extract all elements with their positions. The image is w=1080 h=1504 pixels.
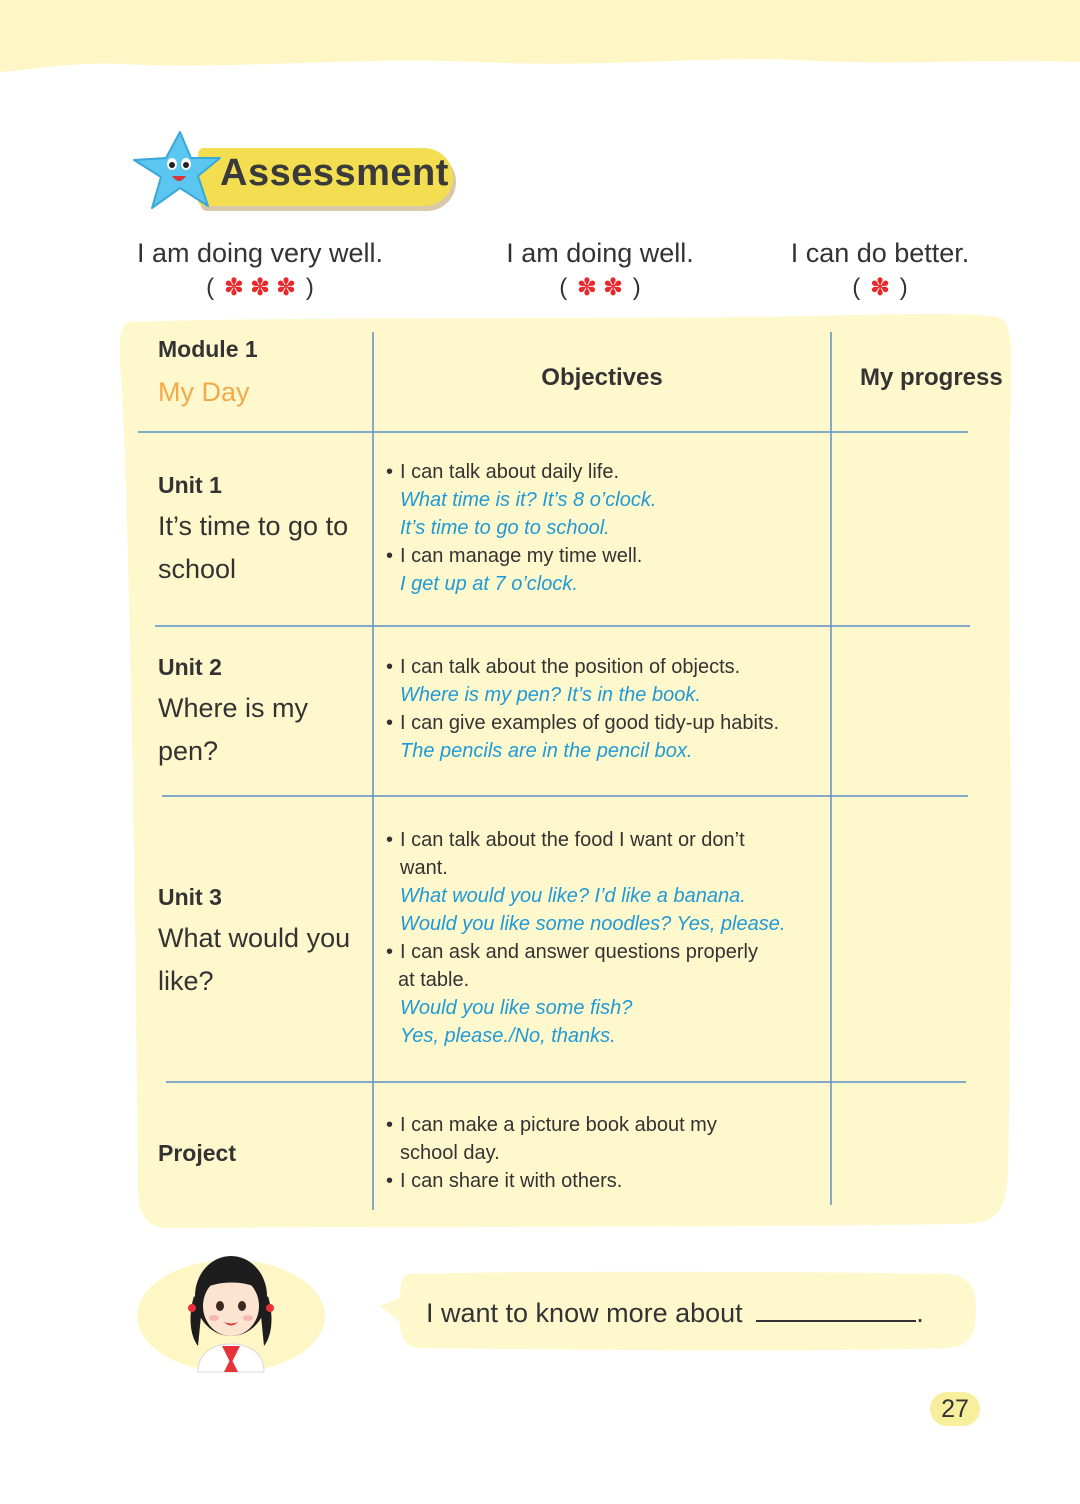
objective-continuation: school day. [400, 1142, 500, 1164]
flower-icon: ✽ [869, 274, 891, 301]
paren-close: ) [632, 274, 641, 301]
objectives-header: Objectives [541, 364, 663, 391]
prompt-text: I want to know more about [426, 1298, 743, 1328]
unit-label: Unit 3 [158, 884, 222, 910]
unit-1-cell [158, 472, 373, 591]
flower-icon: ✽ [223, 274, 244, 301]
unit-title-line: It’s time to go to [158, 511, 349, 541]
legend-label: I am doing very well. [136, 238, 384, 268]
objective-bullet: • I can make a picture book about my [386, 1114, 717, 1136]
assessment-badge [128, 128, 458, 218]
flower-icon: ✽ [576, 274, 597, 301]
unit-label: Unit 2 [158, 654, 222, 680]
page-title: Assessment [220, 152, 449, 194]
unit-title-line: What would you [158, 923, 351, 953]
objective-bullet: • I can share it with others. [386, 1170, 623, 1192]
legend-well [470, 238, 730, 302]
objective-bullet: • I can ask and answer questions properly [386, 941, 758, 963]
unit-title-line: Where is my [158, 693, 309, 723]
objective-bullet: • I can give examples of good tidy-up habits. [386, 712, 780, 734]
bubble-prompt [426, 1296, 924, 1329]
objective-continuation: at table. [398, 969, 470, 991]
unit-label: Unit 1 [158, 472, 222, 498]
objective-example: Where is my pen? It’s in the book. [400, 684, 701, 706]
unit-3-objectives [386, 826, 785, 1050]
objective-bullet: • I can talk about daily life. [386, 461, 620, 483]
legend-label: I can do better. [790, 238, 970, 268]
unit-2-cell [158, 654, 373, 773]
objective-bullet: • I can talk about the food I want or don’t [386, 829, 745, 851]
top-decorative-band [0, 0, 1080, 90]
answer-blank[interactable] [756, 1296, 916, 1322]
objective-example: What time is it? It’s 8 o’clock. [400, 489, 657, 511]
objective-example: What would you like? I’d like a banana. [400, 885, 746, 907]
unit-title-line: school [158, 554, 237, 584]
paren-close: ) [899, 274, 908, 301]
project-label: Project [158, 1140, 236, 1166]
paren-open: ( [206, 274, 215, 301]
paren-open: ( [559, 274, 568, 301]
objective-example: Would you like some noodles? Yes, please. [400, 913, 786, 935]
legend-very-well [120, 238, 400, 302]
unit-title-line: like? [158, 966, 214, 996]
flower-icon: ✽ [249, 274, 271, 301]
paren-open: ( [852, 274, 861, 301]
objective-example: The pencils are in the pencil box. [400, 740, 693, 762]
legend-rating [760, 273, 1000, 302]
objective-continuation: want. [400, 857, 448, 879]
progress-header: My progress [860, 364, 1003, 391]
unit-title [158, 687, 373, 773]
unit-1-objectives [386, 458, 656, 598]
objective-example: I get up at 7 o’clock. [400, 573, 578, 595]
paren-close: ) [305, 274, 314, 301]
legend-label: I am doing well. [506, 238, 694, 268]
unit-3-cell [158, 884, 373, 1003]
module-header-cell [158, 336, 368, 408]
project-objectives [386, 1111, 717, 1195]
module-name: My Day [158, 377, 250, 407]
legend-rating [470, 273, 730, 302]
unit-title [158, 505, 373, 591]
page-number: 27 [930, 1392, 980, 1426]
legend-rating [120, 273, 400, 302]
objective-example: Would you like some fish? [400, 997, 633, 1019]
legend-better [760, 238, 1000, 302]
prompt-period: . [916, 1298, 924, 1328]
unit-title-line: pen? [158, 736, 219, 766]
objective-example: Yes, please./No, thanks. [400, 1025, 616, 1047]
flower-icon: ✽ [276, 274, 297, 301]
star-mascot-icon [128, 128, 228, 218]
unit-2-objectives [386, 653, 779, 765]
unit-title [158, 917, 373, 1003]
girl-illustration [136, 1246, 326, 1376]
module-label: Module 1 [158, 336, 258, 362]
objective-bullet: • I can manage my time well. [386, 545, 643, 567]
objective-example: It’s time to go to school. [400, 517, 610, 539]
objective-bullet: • I can talk about the position of objects. [386, 656, 741, 678]
flower-icon: ✽ [603, 274, 624, 301]
